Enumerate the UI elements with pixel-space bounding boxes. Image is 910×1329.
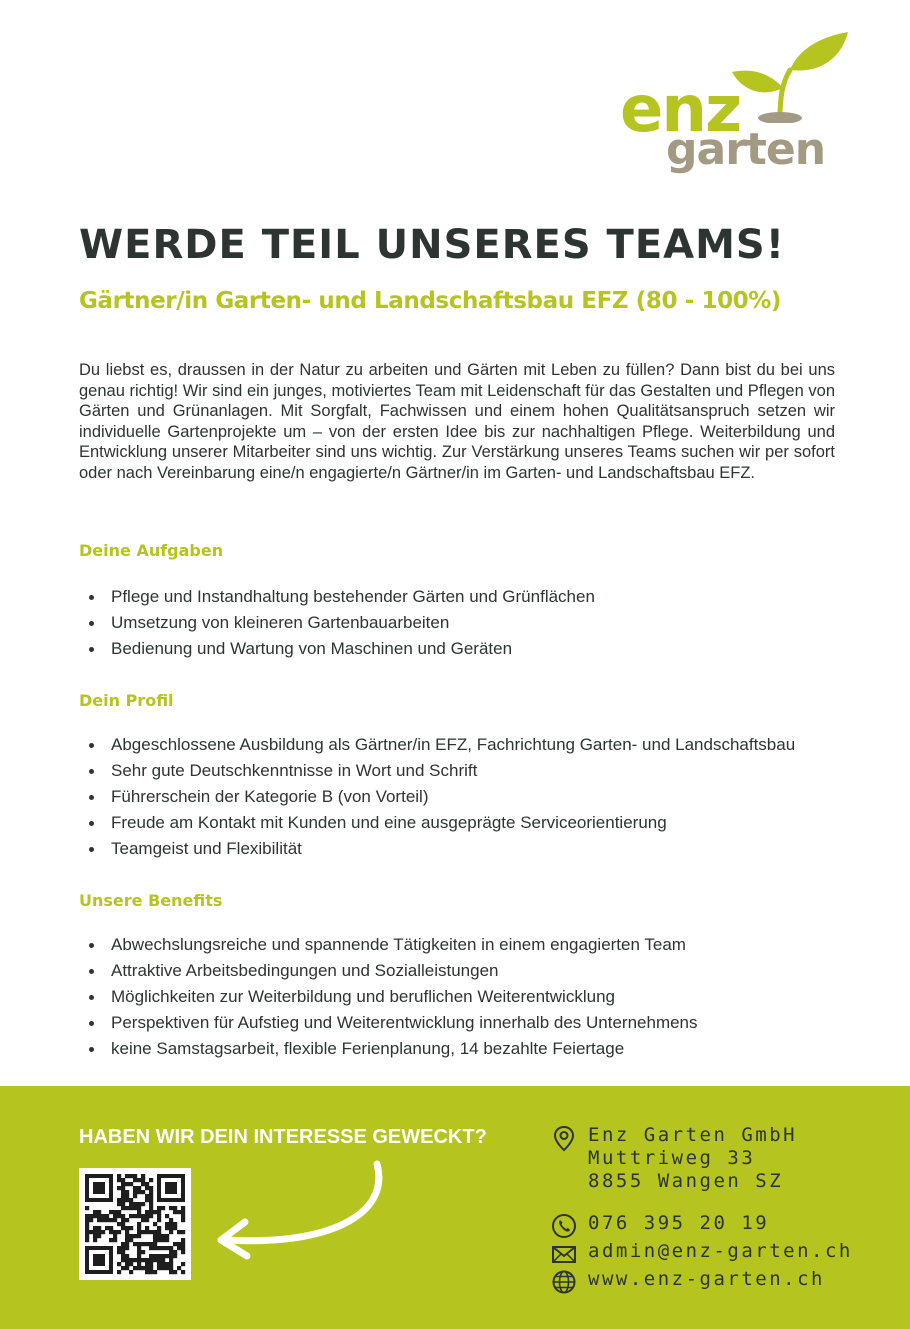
list-item: Führerschein der Kategorie B (von Vorteil) (79, 784, 795, 810)
list-item: Abwechslungsreiche und spannende Tätigkeiten in einem engagierten Team (79, 932, 698, 958)
city: 8855 Wangen SZ (588, 1170, 784, 1192)
list-item: Attraktive Arbeitsbedingungen und Sozialleistungen (79, 958, 698, 984)
contact-footer (0, 1086, 910, 1329)
logo-text-enz: enz (620, 73, 741, 147)
list-item: Möglichkeiten zur Weiterbildung und beruflichen Weiterentwicklung (79, 984, 698, 1010)
curved-arrow-icon (205, 1156, 390, 1266)
qr-code[interactable] (79, 1168, 191, 1280)
list-item: Perspektiven für Aufstieg und Weiterentwicklung innerhalb des Unternehmens (79, 1010, 698, 1036)
company-name: Enz Garten GmbH (588, 1124, 798, 1146)
page-headline: WERDE TEIL UNSERES TEAMS! (79, 222, 785, 268)
list-item: Teamgeist und Flexibilität (79, 836, 795, 862)
street: Muttriweg 33 (588, 1147, 756, 1169)
logo-text-garten: garten (666, 124, 826, 175)
company-logo (610, 28, 840, 188)
section-title-aufgaben: Deine Aufgaben (79, 541, 224, 560)
phone-row[interactable] (550, 1212, 769, 1240)
call-to-action: HABEN WIR DEIN INTERESSE GEWECKT? (79, 1126, 487, 1148)
phone-icon (550, 1212, 578, 1240)
envelope-icon (550, 1240, 578, 1268)
list-item: Pflege und Instandhaltung bestehender Gärten und Grünflächen (79, 584, 595, 610)
list-profil (79, 732, 795, 862)
list-item: Freude am Kontakt mit Kunden und eine ausgeprägte Serviceorientierung (79, 810, 795, 836)
phone-number[interactable]: 076 395 20 19 (588, 1212, 770, 1234)
job-title: Gärtner/in Garten- und Landschaftsbau EFZ (80 - 100%) (79, 288, 782, 314)
location-pin-icon (550, 1124, 578, 1152)
list-item: Abgeschlossene Ausbildung als Gärtner/in EFZ, Fachrichtung Garten- und Landschaftsbau (79, 732, 795, 758)
website-row[interactable] (550, 1268, 825, 1296)
list-item: keine Samstagsarbeit, flexible Ferienplanung, 14 bezahlte Feiertage (79, 1036, 698, 1062)
list-item: Umsetzung von kleineren Gartenbauarbeiten (79, 610, 595, 636)
section-title-profil: Dein Profil (79, 691, 174, 710)
list-item: Bedienung und Wartung von Maschinen und Geräten (79, 636, 595, 662)
address-row (550, 1124, 797, 1193)
email-link[interactable]: admin@enz-garten.ch (588, 1240, 853, 1262)
address (588, 1124, 797, 1193)
list-benefits (79, 932, 698, 1062)
list-item: Sehr gute Deutschkenntnisse in Wort und Schrift (79, 758, 795, 784)
website-link[interactable]: www.enz-garten.ch (588, 1268, 825, 1290)
list-aufgaben (79, 584, 595, 662)
email-row[interactable] (550, 1240, 853, 1268)
intro-paragraph: Du liebst es, draussen in der Natur zu arbeiten und Gärten mit Leben zu füllen? Dann bist du bei uns genau richtig! Wir sind ein junges, motiviertes Team mit Leidenschaft für das Gestalten und Pflegen von Gärten und Grünanlagen. Mit Sorgfalt, Fachwissen und einem hohen Qualitätsanspruch setzen wir individuelle Gartenprojekte um – von der ersten Idee bis zur nachhaltigen Pflege. Weiterbildung und Entwicklung unserer Mitarbeiter sind uns wichtig. Zur Verstärkung unseres Teams suchen wir per sofort oder nach Vereinbarung eine/n engagierte/n Gärtner/in im Garten- und Landschaftsbau EFZ. (79, 361, 835, 482)
section-title-benefits: Unsere Benefits (79, 891, 223, 910)
globe-icon (550, 1268, 578, 1296)
